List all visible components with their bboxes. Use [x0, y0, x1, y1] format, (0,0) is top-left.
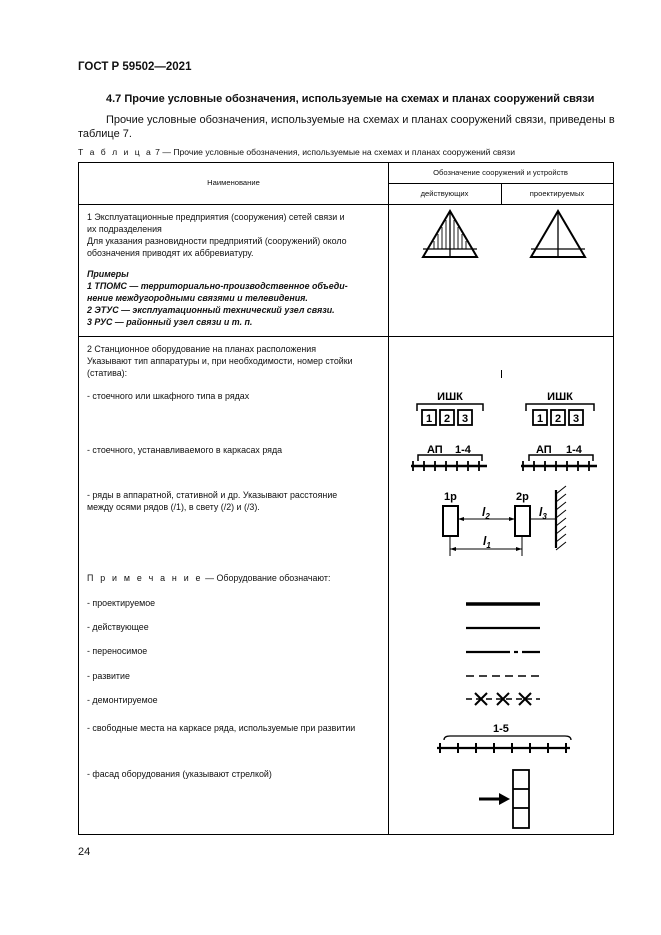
free-places-icon [437, 723, 571, 753]
row-label: 1р [444, 491, 457, 503]
row2-line: Указывают тип аппаратуры и, при необходимости, номер стойки [87, 356, 353, 366]
frame-label: АП [427, 444, 443, 456]
enterprise-projected-icon [531, 211, 585, 257]
cabinet-number: 3 [461, 413, 469, 425]
item-free-places: - свободные места на каркасе ряда, используемые при развитии [87, 723, 356, 733]
rows-layout-icon [443, 486, 566, 556]
caption-label: Т а б л и ц а [78, 147, 153, 157]
item-development: - развитие [87, 671, 130, 681]
item-rows-line: между осями рядов (/1), в свету (/2) и (/3). [87, 502, 260, 512]
l3-label: l [539, 505, 543, 519]
cabinet-existing-label: ИШК [437, 391, 463, 403]
svg-text:l1 [483, 534, 491, 550]
note-label: П р и м е ч а н и е [87, 573, 203, 583]
item-existing: - действующее [87, 622, 149, 632]
header-name: Наименование [207, 178, 260, 187]
examples-title: Примеры [87, 269, 129, 279]
cabinet-existing-icon [417, 391, 483, 425]
row1-line: Для указания разновидности предприятий (сооружений) около [87, 236, 347, 246]
item-rows-line: - ряды в аппаратной, стативной и др. Указывают расстояние [87, 490, 338, 500]
l3-subscript: 3 [542, 512, 547, 521]
note-text: — Оборудование обозначают: [202, 573, 331, 583]
header-existing: действующих [420, 189, 469, 198]
svg-text:l2 [482, 505, 490, 521]
example-line: 3 РУС — районный узел связи и т. п. [87, 317, 253, 327]
cabinet-number: 2 [443, 413, 451, 425]
free-range: 1-5 [493, 723, 509, 735]
enterprise-existing-icon [423, 211, 477, 257]
row1-line: их подразделения [87, 224, 162, 234]
l1-label: l [483, 534, 487, 548]
caption-text: 7 — Прочие условные обозначения, используемые на схемах и планах сооружений связи [152, 147, 516, 157]
cabinet-number: 2 [554, 413, 562, 425]
frame-range: 1-4 [455, 444, 471, 456]
item-dismantled: - демонтируемое [87, 695, 158, 705]
item-moved: - переносимое [87, 646, 148, 656]
cabinet-number: 1 [536, 413, 544, 425]
section-title: 4.7 Прочие условные обозначения, используемые на схемах и планах сооружений связи [106, 93, 595, 105]
l2-label: l [482, 505, 486, 519]
l1-subscript: 1 [486, 541, 491, 550]
row1-line: обозначения приводят их аббревиатуру. [87, 248, 254, 258]
row2-line: 2 Станционное оборудование на планах расположения [87, 344, 317, 354]
row1-line: 1 Эксплуатационные предприятия (сооружения) сетей связи и [87, 212, 345, 222]
item-cabinet: - стоечного или шкафного типа в рядах [87, 391, 250, 401]
header-designation: Обозначение сооружений и устройств [433, 168, 568, 177]
cabinet-projected-label: ИШК [547, 391, 573, 403]
frame-projected-icon [521, 444, 597, 471]
row-label: 2р [516, 491, 529, 503]
frame-existing-icon [411, 444, 487, 471]
document-id: ГОСТ Р 59502—2021 [78, 61, 192, 73]
cabinet-number: 3 [572, 413, 580, 425]
item-facade: - фасад оборудования (указывают стрелкой) [87, 769, 272, 779]
item-projected: - проектируемое [87, 598, 156, 608]
example-line: 1 ТПОМС — территориально-производственное объеди- [87, 281, 348, 291]
frame-range: 1-4 [566, 444, 582, 456]
page-number: 24 [78, 846, 91, 858]
example-line: 2 ЭТУС — эксплуатационный технический узел связи. [87, 305, 335, 315]
svg-text:l3 [539, 505, 547, 521]
cabinet-number: 1 [425, 413, 433, 425]
facade-icon [479, 770, 529, 828]
l2-subscript: 2 [485, 512, 490, 521]
header-projected: проектируемых [529, 189, 585, 198]
cabinet-projected-icon [526, 391, 594, 425]
example-line: нение междугородными связями и телевидения. [87, 293, 308, 303]
row2-line: (статива): [87, 368, 128, 378]
intro-paragraph: Прочие условные обозначения, используемые на схемах и планах сооружений связи, приведены в таблице 7. [78, 114, 615, 140]
line-dismantled-icon [466, 693, 540, 705]
frame-label: АП [536, 444, 552, 456]
item-frame: - стоечного, устанавливаемого в каркасах ряда [87, 445, 283, 455]
